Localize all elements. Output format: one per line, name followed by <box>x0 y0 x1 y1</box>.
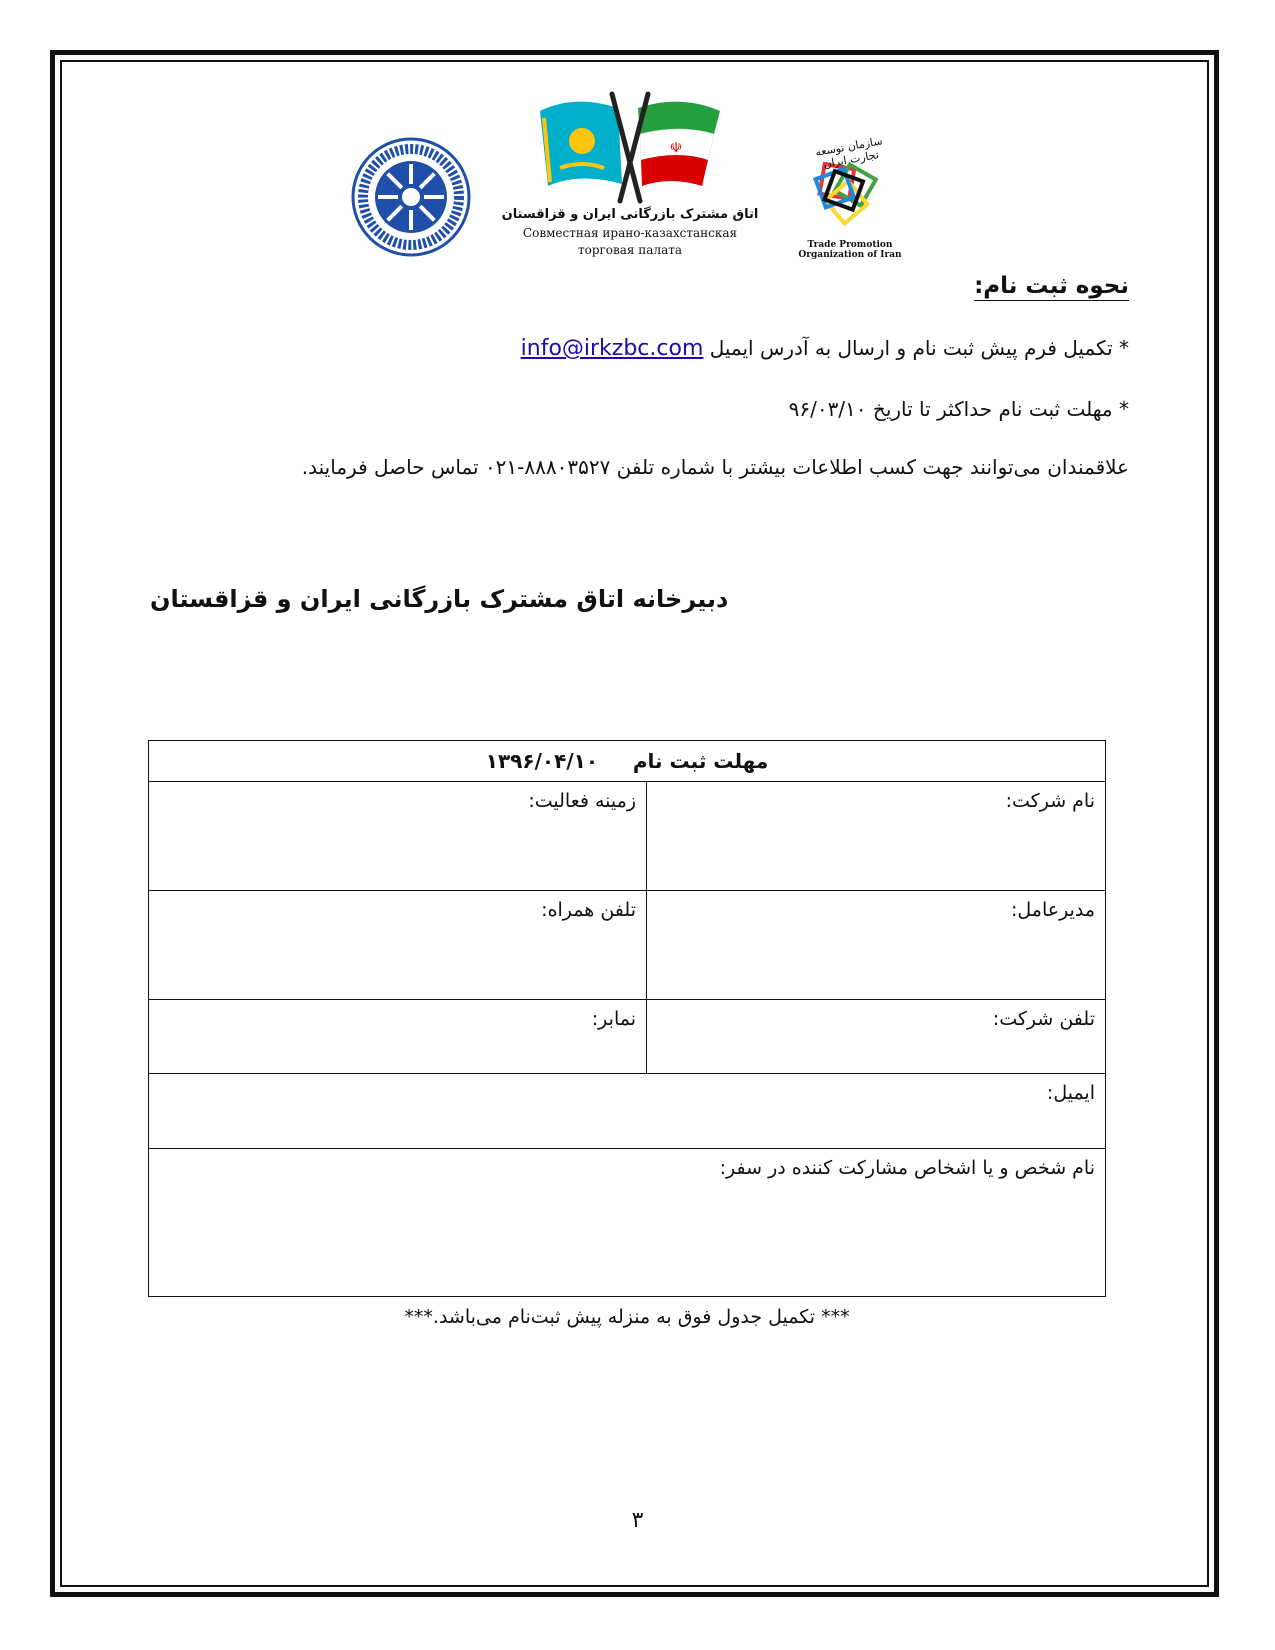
registration-form-table <box>148 740 1106 1297</box>
joint-chamber-name-ru-2: торговая палата <box>577 243 683 257</box>
deadline-cell <box>149 741 1106 782</box>
participants-field[interactable] <box>149 1149 1106 1297</box>
mobile-field[interactable] <box>149 891 647 1000</box>
secretariat-title <box>150 585 1275 613</box>
activity-field[interactable] <box>149 782 647 891</box>
mobile-label: تلفن همراه: <box>541 899 636 921</box>
svg-text:☫: ☫ <box>669 140 683 156</box>
trade-org-latin-text: Trade Promotion Organization of Iran <box>798 240 902 260</box>
form-row-ceo <box>149 891 1106 1000</box>
iran-chamber-logo <box>350 134 472 260</box>
fax-field[interactable] <box>149 1000 647 1074</box>
company-phone-field[interactable] <box>647 1000 1106 1074</box>
instruction-line-2: * مهلت ثبت نام حداکثر تا تاریخ ۹۶/۰۳/۱۰ <box>788 397 1129 421</box>
deadline-row <box>149 741 1106 782</box>
company-name-label: نام شرکت: <box>1005 790 1095 812</box>
crossed-flags-logo <box>530 86 730 206</box>
secretariat-text: دبیرخانه اتاق مشترک بازرگانی ایران و قزاقستان <box>150 585 729 613</box>
instruction-line-3: علاقمندان می‌توانند جهت کسب اطلاعات بیشتر با شماره تلفن ۸۸۸۰۳۵۲۷-۰۲۱ تماس حاصل فرمایند. <box>301 455 1129 479</box>
joint-chamber-name-ru-1: Совместная ирано-казахстанская <box>522 226 738 240</box>
form-row-company <box>149 782 1106 891</box>
instruction-line-1 <box>521 336 1129 361</box>
deadline-value: ۱۳۹۶/۰۴/۱۰ <box>485 749 599 773</box>
ceo-field[interactable] <box>647 891 1106 1000</box>
form-row-participants <box>149 1149 1106 1297</box>
form-row-phone <box>149 1000 1106 1074</box>
deadline-label: مهلت ثبت نام <box>632 749 769 773</box>
company-phone-label: تلفن شرکت: <box>992 1008 1095 1030</box>
instruction-line-1-text: * تکمیل فرم پیش ثبت نام و ارسال به آدرس ایمیل <box>709 336 1129 360</box>
email-link[interactable]: info@irkzbc.com <box>520 336 704 361</box>
email-field[interactable] <box>149 1074 1106 1149</box>
fax-label: نمابر: <box>591 1008 636 1030</box>
form-note: *** تکمیل جدول فوق به منزله پیش ثبت‌نام می‌باشد.*** <box>404 1306 850 1328</box>
registration-heading: نحوه ثبت نام: <box>974 273 1129 299</box>
trade-org-ring-text: سازمان توسعه تجارت ایران <box>814 134 884 171</box>
email-label: ایمیل: <box>1046 1082 1095 1104</box>
joint-chamber-name-fa: اتاق مشترک بازرگانی ایران و قزاقستان <box>501 207 759 222</box>
page-number: ۳ <box>631 1508 644 1533</box>
company-name-field[interactable] <box>647 782 1106 891</box>
form-row-email <box>149 1074 1106 1149</box>
activity-field-label: زمینه فعالیت: <box>528 790 636 812</box>
ceo-label: مدیرعامل: <box>1010 899 1095 921</box>
participants-label: نام شخص و یا اشخاص مشارکت کننده در سفر: <box>719 1157 1095 1179</box>
